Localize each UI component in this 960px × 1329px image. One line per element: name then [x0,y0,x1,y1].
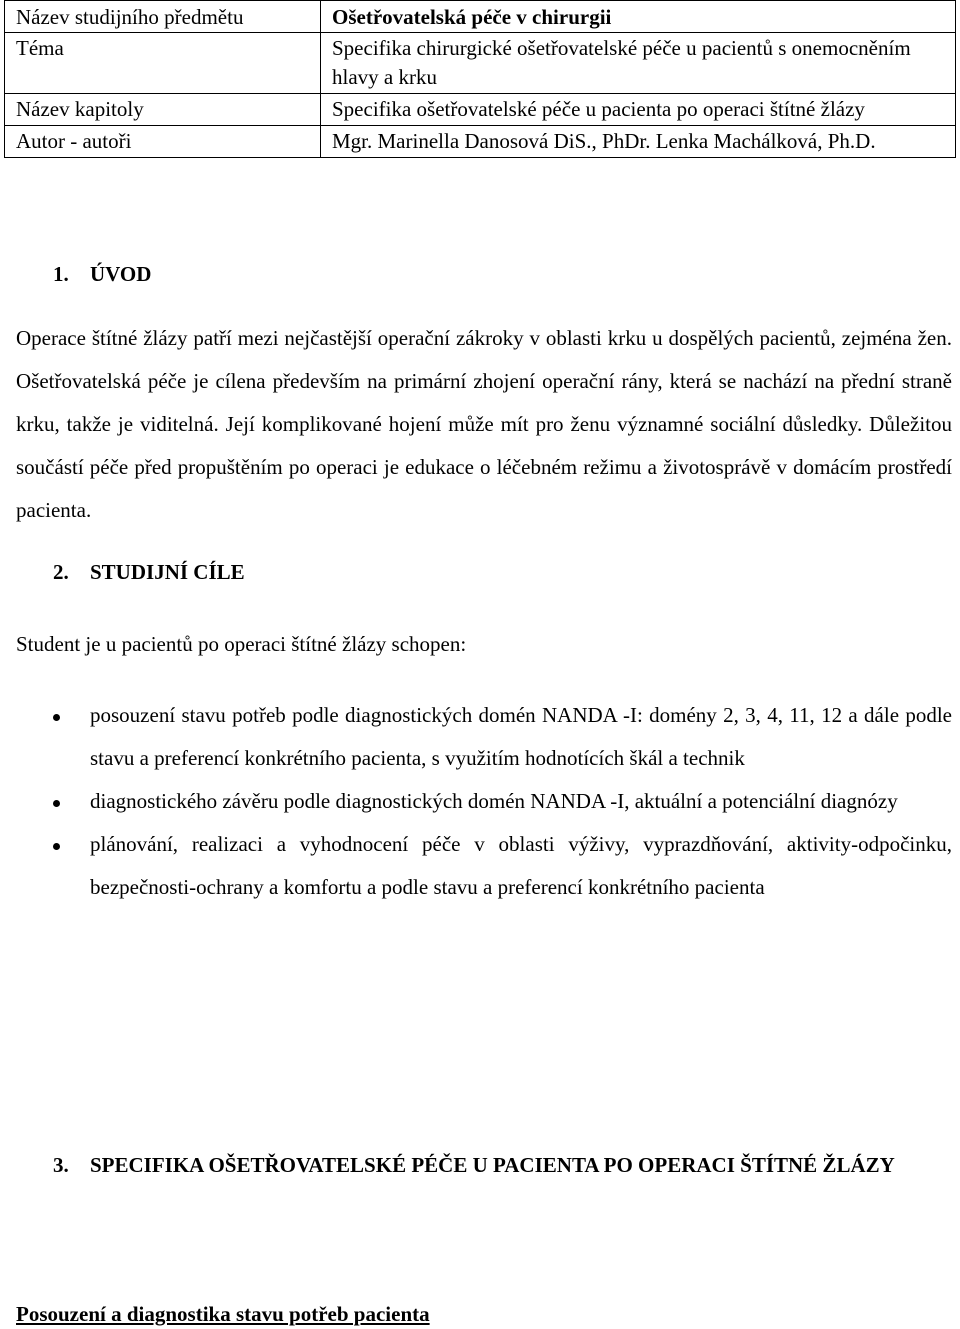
info-label: Autor - autoři [5,126,321,158]
section-number: 2. [53,560,69,584]
goal-text: plánování, realizaci a vyhodnocení péče v oblasti výživy, vyprazdňování, aktivity-odpočinku, bezpečnosti-ochrany a komfortu a podle stavu a preferencí konkrétního pacienta [90,832,952,899]
section-number: 3. [53,1153,69,1177]
info-label: Téma [5,33,321,94]
section-heading-specifics [53,1144,952,1187]
list-item [16,780,952,823]
info-value: Specifika chirurgické ošetřovatelské péče u pacientů s onemocněním hlavy a krku [321,33,956,94]
section-heading-intro [53,260,151,289]
info-row [5,126,956,158]
info-row [5,1,956,33]
goal-text: posouzení stavu potřeb podle diagnostických domén NANDA -I: domény 2, 3, 4, 11, 12 a dále podle stavu a preferencí konkrétního pacienta, s využitím hodnotících škál a technik [90,703,952,770]
section-heading-goals [53,558,245,587]
section-title: ÚVOD [90,262,152,286]
goals-list [16,694,952,909]
info-label: Název studijního předmětu [5,1,321,33]
section-title: SPECIFIKA OŠETŘOVATELSKÉ PÉČE U PACIENTA PO OPERACI ŠTÍTNÉ ŽLÁZY [90,1153,895,1177]
info-row [5,33,956,94]
info-value: Ošetřovatelská péče v chirurgii [321,1,956,33]
info-value: Mgr. Marinella Danosová DiS., PhDr. Lenka Machálková, Ph.D. [321,126,956,158]
list-item [16,694,952,780]
intro-paragraph: Operace štítné žlázy patří mezi nejčastější operační zákroky v oblasti krku u dospělých pacientů, zejména žen. Ošetřovatelská péče je cílena především na primární zhojení operační rány, která se nachází na přední straně krku, takže je viditelná. Její komplikované hojení může mít pro ženu významné sociální důsledky. Důležitou součástí péče před propuštěním po operaci je edukace o léčebném režimu a životosprávě v domácím prostředí pacienta. [16,326,952,522]
goals-intro: Student je u pacientů po operaci štítné žlázy schopen: [16,632,467,656]
section-number: 1. [53,262,69,286]
info-label: Název kapitoly [5,94,321,126]
list-item [16,823,952,909]
subheading: Posouzení a diagnostika stavu potřeb pacienta [16,1302,430,1326]
bullet-icon [53,843,60,850]
info-value: Specifika ošetřovatelské péče u pacienta po operaci štítné žlázy [321,94,956,126]
course-info-table [4,0,956,158]
bullet-icon [53,714,60,721]
section-title: STUDIJNÍ CÍLE [90,560,245,584]
info-row [5,94,956,126]
bullet-icon [53,800,60,807]
goal-text: diagnostického závěru podle diagnostických domén NANDA -I, aktuální a potenciální diagnózy [90,789,898,813]
